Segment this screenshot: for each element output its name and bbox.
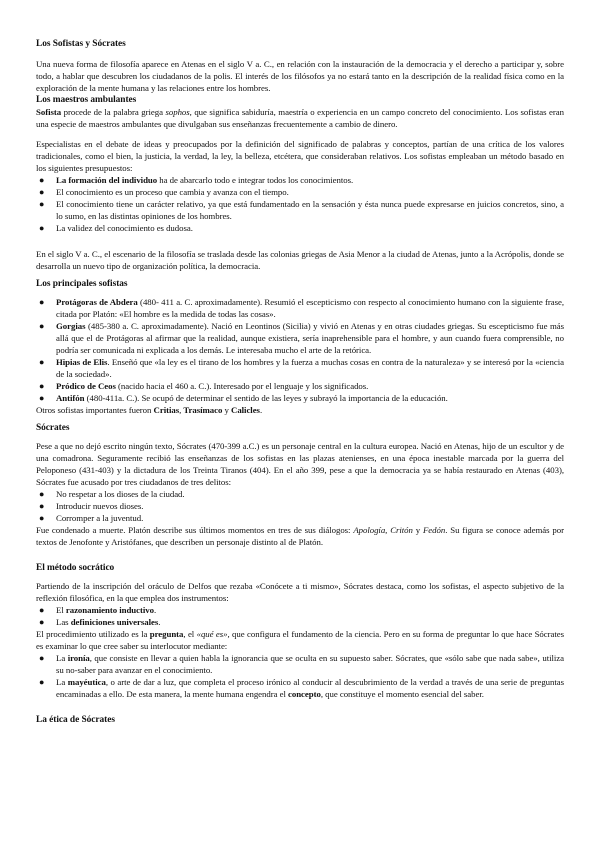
- list-item: ● El conocimiento es un proceso que cambia y avanza con el tiempo.: [39, 187, 289, 197]
- bullet-icon: ●: [39, 321, 45, 331]
- bullet-icon: ●: [39, 297, 45, 307]
- procedimiento-paragraph: El procedimiento utilizado es la pregunta, el «qué es», que configura el fundamento de la ciencia. Pero en su forma de preguntar lo que hace Sócrates es examinar lo que cree saber su interlocutor mediante:: [36, 629, 564, 651]
- list-item: ● Hipias de Elis. Enseñó que «la ley es el tirano de los hombres y la fuerza a muchas cosas en contra de la naturaleza» y se interesó por la «ciencia de la sociedad».: [39, 357, 564, 379]
- heading-socrates: Sócrates: [36, 423, 70, 433]
- bullet-icon: ●: [39, 513, 45, 523]
- otros-sofistas: Otros sofistas importantes fueron Critias, Trasímaco y Calicles.: [36, 405, 263, 415]
- list-item: ● El conocimiento tiene un carácter relativo, ya que está fundamentado en la sensación y ésta nunca puede expresarse en juicios concretos, sino, a lo sumo, en las distintas opiniones de los hombres.: [39, 199, 564, 221]
- list-item: ● La validez del conocimiento es dudosa.: [39, 223, 193, 233]
- siglo-v-paragraph: En el siglo V a. C., el escenario de la filosofía se traslada desde las colonias griegas de Asia Menor a la ciudad de Atenas, junto a la Acrópolis, donde se desarrolla un nuevo tipo de organización política, la democracia.: [36, 249, 564, 271]
- bullet-icon: ●: [39, 175, 45, 185]
- sofistas-list: [36, 296, 564, 404]
- bullet-icon: ●: [39, 187, 45, 197]
- metodo-paragraph: Partiendo de la inscripción del oráculo de Delfos que rezaba «Conócete a ti mismo», Sócrates destaca, como los sofistas, el aspecto subjetivo de la reflexión filosófica, en la que emplea dos instrumentos:: [36, 581, 564, 603]
- heading-maestros-ambulantes: Los maestros ambulantes: [36, 95, 137, 105]
- list-item: ● La ironía, que consiste en llevar a quien habla la ignorancia que se oculta en su supuesto saber. Sócrates, que «sólo sabe que nada sabe», utiliza su no-saber para avanzar en el conocimiento.: [39, 653, 564, 675]
- list-item: ● Las definiciones universales.: [39, 617, 161, 627]
- heading-etica-socrates: La ética de Sócrates: [36, 715, 115, 725]
- especialistas-paragraph: Especialistas en el debate de ideas y preocupados por la definición del significado de palabras y conceptos, partían de una crítica de los valores tradicionales, como el bien, la justicia, la verdad, la ley, la belleza, etcétera, que consideraban relativos. Los sofistas empleaban un método basado en los siguientes presupuestos:: [36, 139, 564, 173]
- list-item: ● Antifón (480-411a. C.). Se ocupó de determinar el sentido de las leyes y subrayó la importancia de la educación.: [39, 393, 448, 403]
- bullet-icon: ●: [39, 605, 45, 615]
- list-item: ● Protágoras de Abdera (480- 411 a. C. aproximadamente). Resumió el escepticismo con respecto al conocimiento humano con la siguiente frase, citada por Platón: «El hombre es la medida de todas las cosas».: [39, 297, 564, 319]
- condena-paragraph: Fue condenado a muerte. Platón describe sus últimos momentos en tres de sus diálogos: Apología, Critón y Fedón. Su figura se conoce además por textos de Jenofonte y Aristófanes, que describen un personaje distinto al de Platón.: [36, 525, 564, 547]
- socrates-paragraph: Pese a que no dejó escrito ningún texto, Sócrates (470-399 a.C.) es un personaje central en la cultura europea. Nació en Atenas, hijo de un escultor y de una comadrona. Seguramente recibió las enseñanzas de los sofistas en las plazas atenienses, en una época inestable marcada por la guerra del Peloponeso (431-403) y la dictadura de los Treinta Tiranos (404). En el año 399, pese a que la democracia ya se había restaurado en Atenas (403), Sócrates fue acusado por tres ciudadanos de tres delitos:: [36, 441, 564, 487]
- list-item: ● Corromper a la juventud.: [39, 513, 144, 523]
- sofista-definition: Sofista procede de la palabra griega sophos, que significa sabiduría, maestría o experiencia en un campo concreto del conocimiento. Los sofistas eran una especie de maestros ambulantes que divulgaban sus enseñanzas frecuentemente a cambio de dinero.: [36, 107, 564, 129]
- presupuestos-list: [36, 174, 564, 234]
- list-item: ● No respetar a los dioses de la ciudad.: [39, 489, 185, 499]
- intro-paragraph: Una nueva forma de filosofía aparece en Atenas en el siglo V a. C., en relación con la instauración de la democracia y el derecho a participar y, sobre todo, a hablar que descubren los ciudadanos de la polis. El interés de los filósofos ya no estará tanto en la descripción de la realidad física como en la exploración de la mente humana y las relaciones entre los hombres.: [36, 59, 564, 93]
- document-page: [36, 38, 564, 726]
- ironia-mayeutica-list: [36, 652, 564, 700]
- bullet-icon: ●: [39, 677, 45, 687]
- list-item: ● Gorgias (485-380 a. C. aproximadamente). Nació en Leontinos (Sicilia) y vivió en Atenas y en otras ciudades griegas. Su escepticismo fue más allá que el de Protágoras al afirmar que la realidad, aunque existiera, sería inaprehensible para el hombre, y aun cuando fuera comprensible, no podría ser comunicada ni explicada a los demás. Le interesaba mucho el arte de la retórica.: [39, 321, 564, 355]
- bullet-icon: ●: [39, 199, 45, 209]
- bullet-icon: ●: [39, 489, 45, 499]
- bullet-icon: ●: [39, 357, 45, 367]
- delitos-list: [36, 488, 564, 524]
- list-item: ● La formación del individuo ha de abarcarlo todo e integrar todos los conocimientos.: [39, 175, 354, 185]
- heading-sofistas-socrates: Los Sofistas y Sócrates: [36, 39, 126, 49]
- bullet-icon: ●: [39, 381, 45, 391]
- instrumentos-list: [36, 604, 564, 628]
- list-item: ● La mayéutica, o arte de dar a luz, que completa el proceso irónico al conducir al descubrimiento de la verdad a través de una serie de preguntas encaminadas a ello. De esta manera, la mente humana engendra el concepto, que constituye el momento esencial del saber.: [39, 677, 564, 699]
- bullet-icon: ●: [39, 617, 45, 627]
- heading-metodo-socratico: El método socrático: [36, 563, 115, 573]
- bullet-icon: ●: [39, 393, 45, 403]
- heading-principales-sofistas: Los principales sofistas: [36, 279, 128, 289]
- bullet-icon: ●: [39, 653, 45, 663]
- bullet-icon: ●: [39, 501, 45, 511]
- list-item: ● El razonamiento inductivo.: [39, 605, 157, 615]
- bullet-icon: ●: [39, 223, 45, 233]
- list-item: ● Introducir nuevos dioses.: [39, 501, 144, 511]
- list-item: ● Pródico de Ceos (nacido hacia el 460 a. C.). Interesado por el lenguaje y los significados.: [39, 381, 369, 391]
